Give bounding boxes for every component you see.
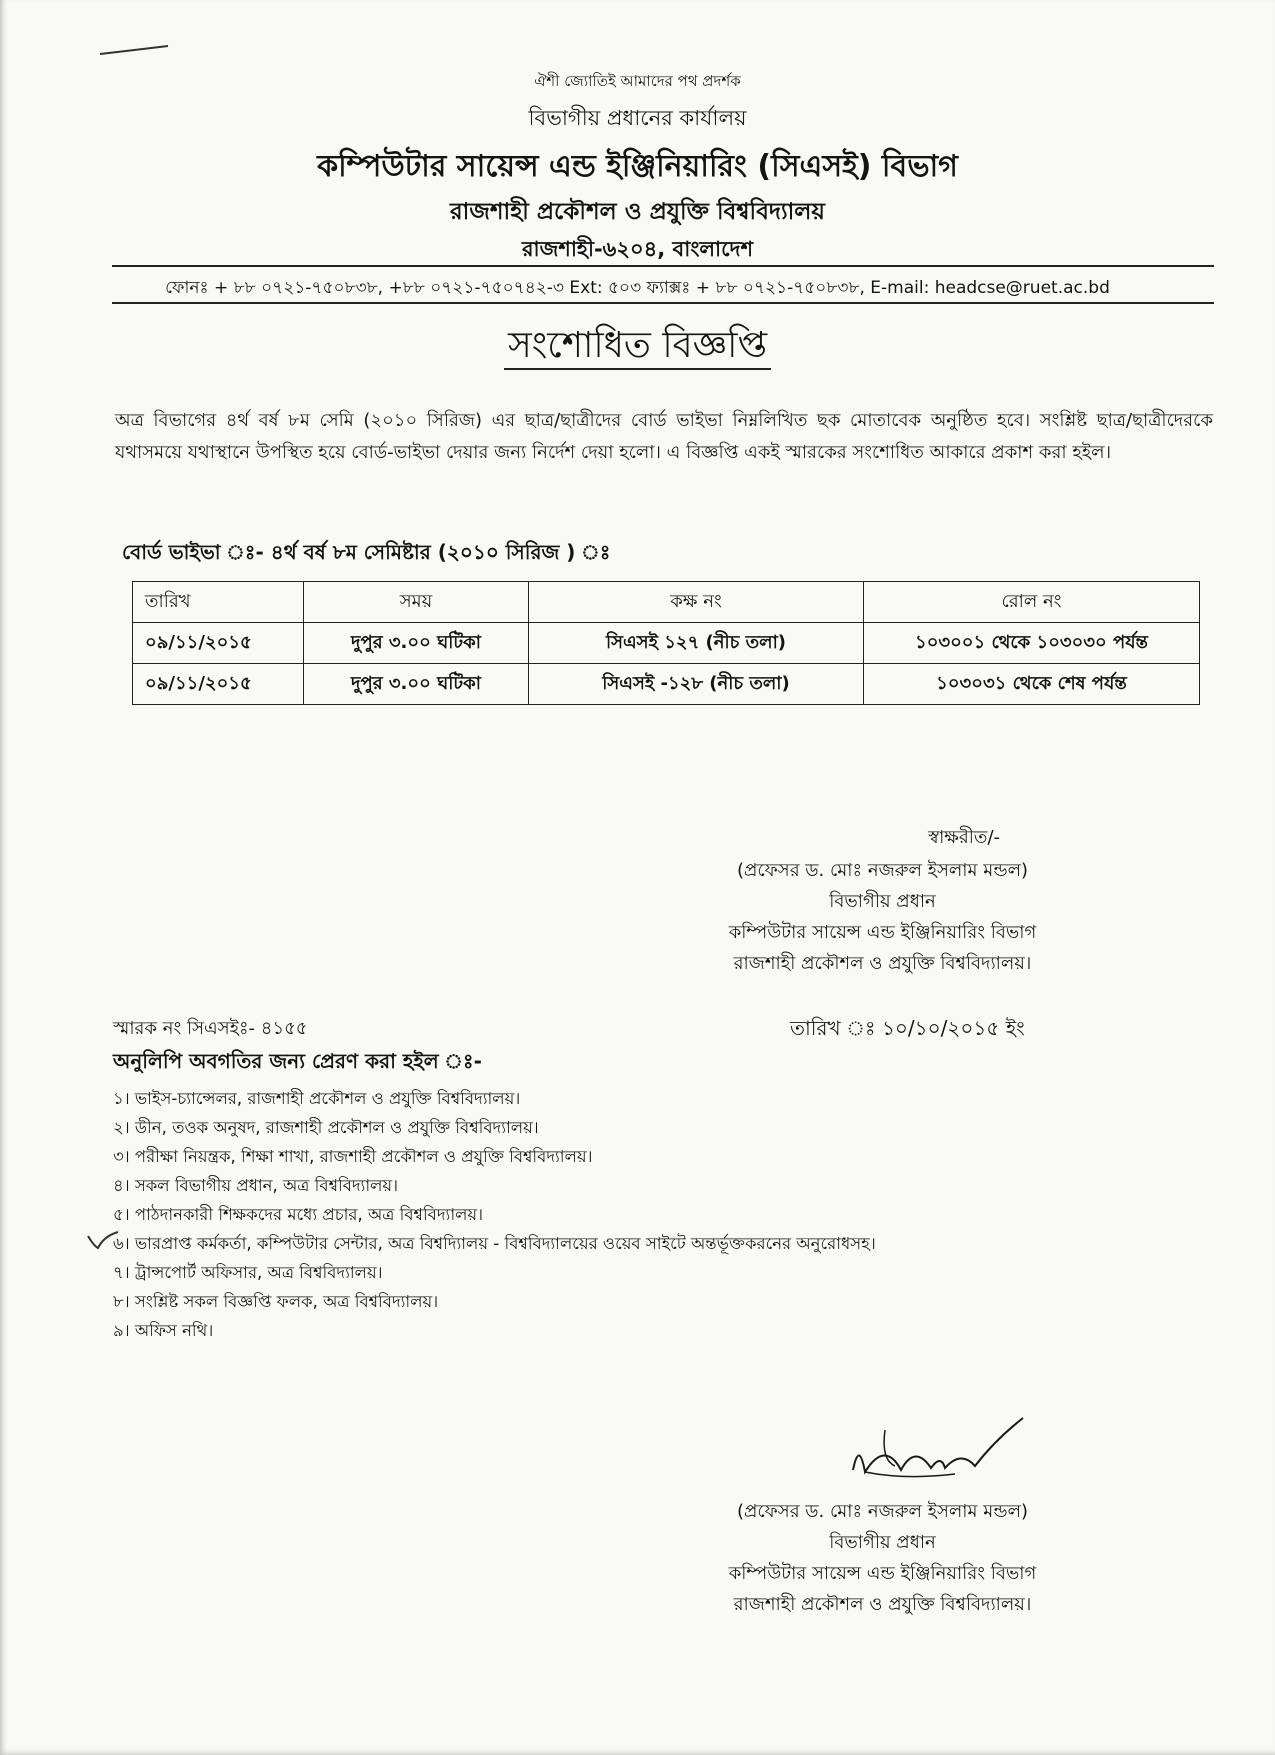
list-item: ২। ডীন, তওক অনুষদ, রাজশাহী প্রকৌশল ও প্রযুক্তি বিশ্ববিদ্যালয়। — [113, 1118, 539, 1137]
column-header-roll: রোল নং — [864, 582, 1200, 623]
list-item: ৯। অফিস নথি। — [113, 1321, 214, 1340]
list-item: ৫। পাঠদানকারী শিক্ষকদের মধ্যে প্রচার, অত্র বিশ্ববিদ্যালয়। — [113, 1205, 484, 1224]
contact-line: ফোনঃ + ৮৮ ০৭২১-৭৫০৮৩৮, +৮৮ ০৭২১-৭৫০৭৪২-৩ Ext: ৫০৩ ফ্যাক্সঃ + ৮৮ ০৭২১-৭৫০৮৩৮, E-mail: headcse@ruet.ac.bd — [165, 278, 1110, 298]
signatory-designation: বিভাগীয় প্রধান — [829, 891, 936, 912]
list-item: ৬। ভারপ্রাপ্ত কর্মকর্তা, কম্পিউটার সেন্টার, অত্র বিশ্বদ্যিালয় - বিশ্ববিদ্যালয়ের ওয়েব সাইটে অন্তর্ভূক্তকরনের অনুরোধসহ। — [113, 1234, 876, 1253]
schedule-heading: বোর্ড ভাইভা ঃ- ৪র্থ বর্ষ ৮ম সেমিষ্টার (২০১০ সিরিজ ) ঃ — [122, 540, 611, 564]
column-header-time: সময় — [304, 582, 529, 623]
pen-stroke-mark — [98, 44, 178, 58]
cell-time: দুপুর ৩.০০ ঘটিকা — [304, 664, 529, 705]
signatory2-department: কম্পিউটার সায়েন্স এন্ড ইঞ্জিনিয়ারিং বিভাগ — [728, 1563, 1037, 1584]
cell-date: ০৯/১১/২০১৫ — [133, 664, 304, 705]
table-row — [133, 623, 1200, 664]
notice-body: অত্র বিভাগের ৪র্থ বর্ষ ৮ম সেমি (২০১০ সিরিজ) এর ছাত্র/ছাত্রীদের বোর্ড ভাইভা নিম্নলিখিত ছক মোতাবেক অনুষ্ঠিত হবে। সংশ্লিষ্ট ছাত্র/ছাত্রীদেরকে যথাসময়ে যথাস্থানে উপস্থিত হয়ে বোর্ড-ভাইভা দেয়ার জন্য নির্দেশ দেয়া হলো। এ বিজ্ঞপ্তি একই স্মারকের সংশোধিত আকারে প্রকাশ করা হইল। — [115, 410, 1213, 463]
schedule-table — [132, 581, 1200, 705]
column-header-room: কক্ষ নং — [529, 582, 864, 623]
university-name: রাজশাহী প্রকৌশল ও প্রযুক্তি বিশ্ববিদ্যালয় — [450, 199, 825, 225]
handwritten-tick-mark — [84, 1228, 124, 1252]
department-name: কম্পিউটার সায়েন্স এন্ড ইঞ্জিনিয়ারিং (সিএসই) বিভাগ — [317, 149, 958, 184]
memo-reference: স্মারক নং সিএসইঃ- ৪১৫৫ — [113, 1018, 308, 1039]
table-row — [133, 664, 1200, 705]
cell-date: ০৯/১১/২০১৫ — [133, 623, 304, 664]
list-item: ৪। সকল বিভাগীয় প্রধান, অত্র বিশ্ববিদ্যালয়। — [113, 1176, 399, 1195]
signatory2-designation: বিভাগীয় প্রধান — [829, 1532, 936, 1553]
signatory-name: (প্রফেসর ড. মোঃ নজরুল ইসলাম মন্ডল) — [736, 860, 1029, 881]
cell-time: দুপুর ৩.০০ ঘটিকা — [304, 623, 529, 664]
signatory-department: কম্পিউটার সায়েন্স এন্ড ইঞ্জিনিয়ারিং বিভাগ — [728, 922, 1037, 943]
address: রাজশাহী-৬২০৪, বাংলাদেশ — [521, 237, 754, 261]
cell-room: সিএসই ১২৭ (নীচ তলা) — [529, 623, 864, 664]
column-header-date: তারিখ — [133, 582, 304, 623]
cell-roll: ১০৩০৩১ থেকে শেষ পর্যন্ত — [864, 664, 1200, 705]
copies-title: অনুলিপি অবগতির জন্য প্রেরণ করা হইল ঃ- — [113, 1049, 482, 1073]
handwritten-signature — [845, 1410, 1035, 1490]
header-top-rule — [112, 265, 1214, 267]
copies-list — [113, 1084, 876, 1345]
office-name: বিভাগীয় প্রধানের কার্যালয় — [528, 106, 747, 130]
signatory2-university: রাজশাহী প্রকৌশল ও প্রযুক্তি বিশ্ববিদ্যালয়। — [733, 1594, 1032, 1615]
list-item: ৩। পরীক্ষা নিয়ন্ত্রক, শিক্ষা শাখা, রাজশাহী প্রকৌশল ও প্রযুক্তি বিশ্ববিদ্যালয়। — [113, 1147, 593, 1166]
header-bottom-rule — [112, 302, 1214, 304]
cell-room: সিএসই -১২৮ (নীচ তলা) — [529, 664, 864, 705]
motto: ঐশী জ্যোতিই আমাদের পথ প্রদর্শক — [534, 72, 741, 90]
notice-title-text: সংশোধিত বিজ্ঞপ্তি — [504, 325, 771, 370]
signatory2-name: (প্রফেসর ড. মোঃ নজরুল ইসলাম মন্ডল) — [736, 1501, 1029, 1522]
memo-date: তারিখ ঃ ১০/১০/২০১৫ ইং — [790, 1016, 1025, 1040]
list-item: ৮। সংশ্লিষ্ট সকল বিজ্ঞপ্তি ফলক, অত্র বিশ্ববিদ্যালয়। — [113, 1292, 439, 1311]
list-item: ১। ভাইস-চ্যান্সেলর, রাজশাহী প্রকৌশল ও প্রযুক্তি বিশ্ববিদ্যালয়। — [113, 1089, 521, 1108]
signed-mark: স্বাক্ষরীত/- — [928, 827, 1000, 848]
list-item: ৭। ট্রান্সপোর্ট অফিসার, অত্র বিশ্ববিদ্যালয়। — [113, 1263, 383, 1282]
notice-title — [0, 318, 1275, 378]
table-header-row — [133, 582, 1200, 623]
cell-roll: ১০৩০০১ থেকে ১০৩০৩০ পর্যন্ত — [864, 623, 1200, 664]
signatory-university: রাজশাহী প্রকৌশল ও প্রযুক্তি বিশ্ববিদ্যালয়। — [733, 953, 1032, 974]
